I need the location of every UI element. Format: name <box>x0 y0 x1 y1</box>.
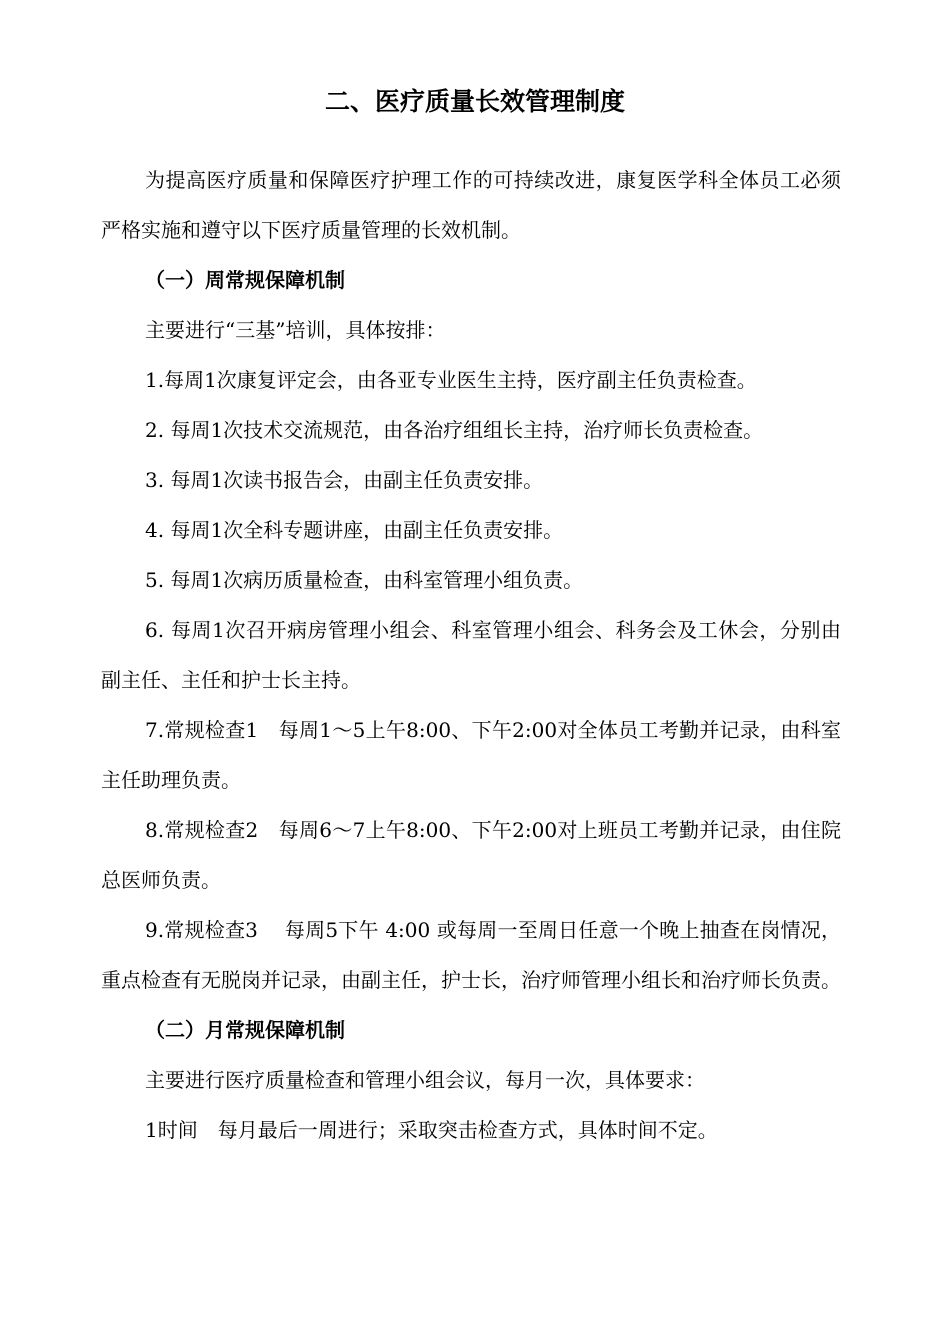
list-item: 7.常规检查1 每周1～5上午8:00、下午2:00对全体员工考勤并记录，由科室主任助理负责。 <box>101 718 841 792</box>
paragraph: 主要进行“三基”培训，具体按排： <box>145 318 446 342</box>
list-item: 1时间 每月最后一周进行；采取突击检查方式，具体时间不定。 <box>145 1118 718 1142</box>
list-item: 4. 每周1次全科专题讲座，由副主任负责安排。 <box>145 518 564 542</box>
paragraph: 主要进行医疗质量检查和管理小组会议，每月一次，具体要求： <box>145 1068 705 1092</box>
list-item: 5. 每周1次病历质量检查，由科室管理小组负责。 <box>145 568 584 592</box>
section-heading-weekly: （一）周常规保障机制 <box>145 268 345 292</box>
section-heading-monthly: （二）月常规保障机制 <box>145 1018 345 1042</box>
document-title: 二、医疗质量长效管理制度 <box>324 87 625 116</box>
list-item: 6. 每周1次召开病房管理小组会、科室管理小组会、科务会及工休会，分别由副主任、主任和护士长主持。 <box>101 618 841 692</box>
intro-paragraph: 为提高医疗质量和保障医疗护理工作的可持续改进，康复医学科全体员工必须严格实施和遵守以下医疗质量管理的长效机制。 <box>101 168 841 242</box>
list-item: 9.常规检查3 每周5下午 4:00 或每周一至周日任意一个晚上抽查在岗情况，重点检查有无脱岗并记录，由副主任，护士长，治疗师管理小组长和治疗师长负责。 <box>101 918 841 992</box>
list-item: 3. 每周1次读书报告会，由副主任负责安排。 <box>145 468 544 492</box>
list-item: 8.常规检查2 每周6～7上午8:00、下午2:00对上班员工考勤并记录，由住院总医师负责。 <box>101 818 841 892</box>
list-item: 2. 每周1次技术交流规范，由各治疗组组长主持，治疗师长负责检查。 <box>145 418 764 442</box>
list-item: 1.每周1次康复评定会，由各亚专业医生主持，医疗副主任负责检查。 <box>145 368 757 392</box>
document-body <box>101 155 841 1155</box>
